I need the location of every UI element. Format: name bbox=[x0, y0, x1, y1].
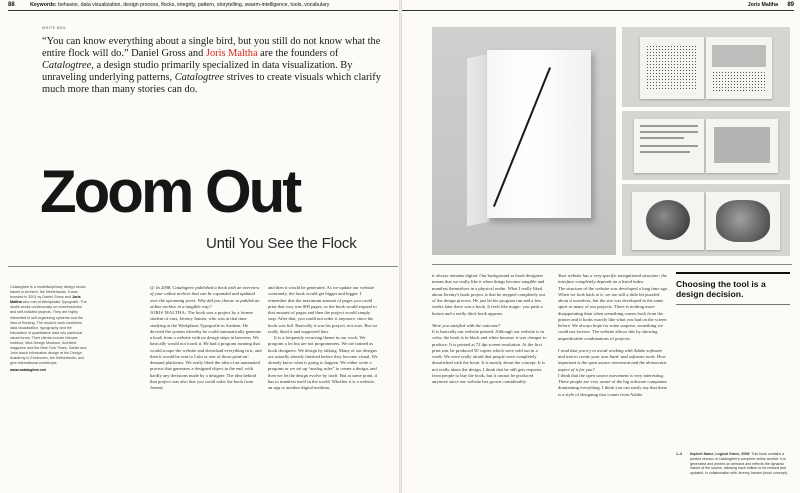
column-d-question-2: I read that you try to avoid working with Adobe software and aim to create your own hard- and software tools. How important is the open source movement and the democratic aspect of it for you? bbox=[558, 347, 667, 372]
image-block bbox=[714, 127, 770, 163]
text-line bbox=[640, 125, 698, 127]
sphere-graphic bbox=[716, 200, 770, 242]
article-title: Zoom Out bbox=[40, 158, 300, 225]
photo-caption bbox=[676, 452, 792, 476]
right-section-name: Joris Maltha bbox=[747, 2, 778, 8]
left-page-number: 88 bbox=[8, 2, 15, 8]
spread-page bbox=[632, 192, 704, 250]
interview-question: Q: In 2008, Catalogtree published a book with an overview of your online archive that can be expanded and updated over the upcoming years. Why did you choose to publish an online archive in a tangible way? bbox=[150, 285, 260, 309]
chart-block bbox=[712, 45, 766, 67]
answer-text: The book was a project by a former student of ours, Jeremy Jansen, who was at that time studying at the Werkplaats Typografie in Arnhem. He devised the system whereby he could automatically generate a book from a website with no design steps in between. We basically would not touch it. He had a program running that would scrape the website and download everything in it, and then it would be sent to Lulu or one of those print-on-demand platforms. We really liked the idea of an automated process that generates a designed object in the end, with hardly any decisions made by a designer. The idea behind that project was also that you could order the book from Jeremy bbox=[150, 310, 262, 390]
quote-studio-2: Catalogtree bbox=[174, 72, 224, 83]
interview-column-c bbox=[432, 273, 548, 385]
interview-column-d bbox=[558, 273, 670, 398]
text-line bbox=[640, 131, 698, 133]
book-spread-photo-1 bbox=[622, 27, 790, 107]
right-page-number: 89 bbox=[787, 2, 794, 8]
column-d-paragraph-1: The structure of the website was developed a long time ago. When we look back at it, we are still a little bit puzzled about it ourselves, but the site was developed in the same spirit as many of our projects. There is nothing more disappointing than when something comes back from the printer and it looks exactly like what you had on the screen before. We always hope for some surprise, something we could not foresee. The website allows this by showing unpredictable combinations of projects. bbox=[558, 285, 669, 341]
column-d-question-1: Your website has a very specific navigational structure; the interface completely depends on a listed index. bbox=[558, 273, 667, 285]
intro-quote bbox=[42, 36, 392, 96]
left-divider bbox=[8, 266, 398, 267]
left-page-header bbox=[8, 2, 398, 11]
column-c-paragraph-1: it always remains digital. Our background as book designers means that we really like it when things become tangible and manifest themselves in a physical realm. What I really liked about Jeremy's book project is that he stepped completely out of the design process. He just let his program run and a few weeks later there was a book. It feels like magic: you push a button and a really thick book appears. bbox=[432, 273, 545, 316]
bio-text: Catalogtree is a multidisciplinary design studio based in Arnhem, the Netherlands. It was founded in 2001 by Daniel Gross and bbox=[10, 285, 86, 300]
caption-number: 1–3 bbox=[676, 452, 682, 456]
interview-column-a bbox=[150, 285, 262, 391]
quote-studio-1: Catalogtree bbox=[42, 60, 92, 71]
bio-name: Joris Maltha bbox=[10, 295, 81, 305]
column-c-paragraph-2: It is basically our website printed. Although our website is in color, the book is in black and white because it was cheaper to produce. It is printed at 72 dpi screen resolution. At the first print run, he produced 50 copies which were sold out in a week. We were really afraid that people were completely dissatisfied with the book. It is mostly about the concept. It is not really about the design. I think that he still gets requests from people to buy the book, but it cannot be produced anymore since our website has grown considerably. bbox=[432, 329, 547, 384]
quote-text-3: , a design studio primarily specialized in data visualization. By unraveling underlying patterns, bbox=[42, 60, 353, 83]
interview-column-b bbox=[268, 285, 380, 391]
right-divider bbox=[432, 264, 792, 265]
caption-body: This book contains a printed version of Catalogtree's complete online archive. It is generated and printed on demand and reflects the dynamic nature of the source, allowing each edition to be revised and updated. In collaboration with Jeremy Jansen (book concept). bbox=[690, 452, 788, 476]
bio-text-2: who met at Werkplaats Typografie. The studio works continuously on commissioned and self-initiated projects. They are highly interested in self-organizing systems and the idea of flocking. The studio's work combines data visualization, typography and the translation of quantitative data into particular visual forms. Their clients include Nieuwe Instituut, Vitra Design Museum, Architect magazine and the New York Times. Daniel and Joris teach information design at the Design Academy in Eindhoven, the Netherlands, and give international workshops. bbox=[10, 300, 87, 366]
column-c-question: Were you satisfied with the outcome? bbox=[432, 322, 501, 328]
column-d-paragraph-2: I think that the open source movement is very interesting. These people are very aware of the big software companies dominating everything. I think you can easily say that there is a style of designing that comes from Adobe. bbox=[558, 372, 668, 397]
quote-name: Joris Maltha bbox=[205, 48, 258, 59]
caption-text bbox=[690, 452, 792, 476]
section-tag: WHITE BKG bbox=[42, 26, 66, 30]
quote-text-4: strives to create visuals which clarify much more than many stories can do. bbox=[42, 72, 381, 95]
text-line bbox=[640, 151, 690, 153]
book-cover bbox=[487, 50, 591, 218]
right-page-header bbox=[402, 2, 794, 11]
column-b-paragraph-2: It is a frequently recurring theme in our work. We program a lot but are not programmers. We are trained as book designers. We design by talking. Many of our designs are actually already finished before they become visual. We already know what is going to happen. We either write a program or we set up “analog rules” to create a design, and then we let the design evolve by itself. But at some point, it has to manifest itself in the world. Whether it is a website, an app or another digital medium, bbox=[268, 335, 378, 390]
dot-pattern bbox=[712, 71, 766, 91]
quote-text-1: “You can know everything about a single bird, but you still do not know what the entire flock will do.” Daniel Gross and bbox=[42, 36, 381, 59]
author-bio bbox=[10, 285, 88, 373]
keywords-text: behavior, data visualization, design process, flocks, integrity, pattern, storytelling, swarm-intelligence, tools, vocabulary bbox=[58, 2, 330, 8]
page-gutter bbox=[399, 0, 402, 493]
keywords-line bbox=[30, 2, 329, 8]
answer-speaker: JORIS MALTHA: bbox=[150, 310, 187, 315]
pull-quote: Choosing the tool is a design decision. bbox=[676, 279, 766, 299]
text-line bbox=[640, 145, 698, 147]
spread-page bbox=[706, 37, 772, 99]
book-spread-photo-3 bbox=[622, 184, 790, 256]
sphere-graphic bbox=[646, 200, 690, 240]
spread-page bbox=[640, 37, 704, 99]
callout-bottom-rule bbox=[676, 304, 790, 305]
dot-pattern bbox=[646, 45, 698, 89]
spread-page bbox=[634, 119, 704, 173]
interview-answer bbox=[150, 310, 262, 391]
spread-page bbox=[706, 192, 780, 250]
caption-title: Implicit Name, Logical Grave, 2008: bbox=[690, 452, 751, 456]
bio-website: www.catalogtree.net bbox=[10, 367, 46, 372]
text-line bbox=[640, 137, 684, 139]
book-spread-photo-2 bbox=[622, 111, 790, 180]
callout-top-rule bbox=[676, 272, 790, 274]
quote-text-2: are the founders of bbox=[257, 48, 339, 59]
spread-page bbox=[706, 119, 778, 173]
keywords-label: Keywords: bbox=[30, 2, 57, 8]
column-b-paragraph-1: and then it would be generated. As we update our website constantly, the book would get bigger and bigger. I remember that the maximum amount of pages you could print that way was 800 pages, so the book would expand to that amount of pages and then the project would simply stop. After that, you could not order it anymore, since the book was full. Basically it was his project, not ours. But we really liked it and supported him. bbox=[268, 285, 378, 334]
book-spine bbox=[467, 54, 489, 227]
article-subtitle: Until You See the Flock bbox=[206, 235, 357, 252]
